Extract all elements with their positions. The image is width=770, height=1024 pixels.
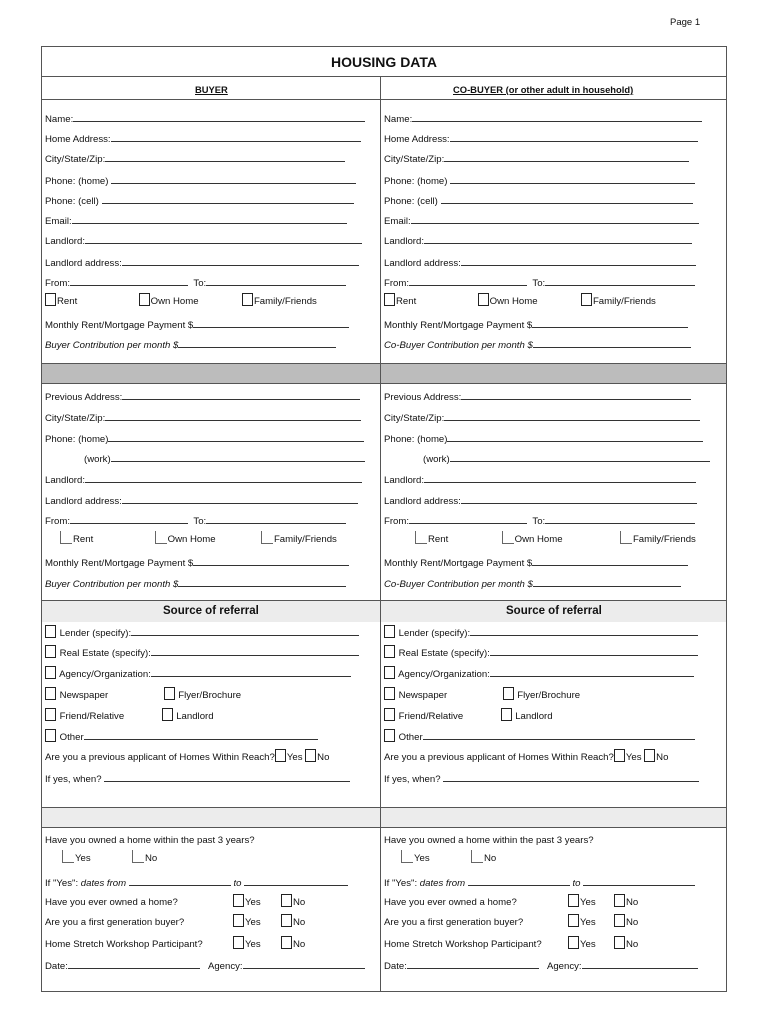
lender-checkbox[interactable] (45, 625, 56, 638)
if-yes-when-field[interactable]: If yes, when? (45, 773, 350, 786)
owned-home-question: Have you owned a home within the past 3 years? (45, 835, 255, 846)
cobuyer-ever-owned-yes-checkbox[interactable] (568, 894, 579, 907)
cobuyer-prev-phone-work-field[interactable]: (work) (423, 453, 710, 466)
cobuyer-city-state-zip-field[interactable]: City/State/Zip: (384, 153, 689, 166)
ever-owned-yes-checkbox[interactable] (233, 894, 244, 907)
from-to-field[interactable]: From: To: (45, 277, 346, 290)
cobuyer-prev-phone-home-field[interactable]: Phone: (home) (384, 433, 703, 446)
cobuyer-own-home-checkbox[interactable] (478, 293, 489, 306)
cobuyer-name-field[interactable]: Name: (384, 113, 702, 126)
phone-home-field[interactable]: Phone: (home) (45, 175, 356, 188)
cobuyer-owned-home-question: Have you owned a home within the past 3 years? (384, 835, 594, 846)
first-gen-no-checkbox[interactable] (281, 914, 292, 927)
cobuyer-prev-contribution-field[interactable]: Co-Buyer Contribution per month $ (384, 578, 681, 591)
cobuyer-monthly-payment-field[interactable]: Monthly Rent/Mortgage Payment $ (384, 319, 688, 332)
own-home-checkbox[interactable] (139, 293, 150, 306)
other-field[interactable]: Other (45, 729, 318, 744)
first-gen-yes-checkbox[interactable] (233, 914, 244, 927)
newspaper-checkbox[interactable] (45, 687, 56, 700)
previous-address-field[interactable]: Previous Address: (45, 391, 360, 404)
previous-applicant-question: Are you a previous applicant of Homes Within Reach? Yes No (45, 749, 329, 764)
housing-type-options: Rent Own Home Family/Friends (45, 293, 375, 308)
cobuyer-agency-organization-field[interactable]: Agency/Organization: (384, 666, 694, 681)
cobuyer-prev-landlord-field[interactable]: Landlord: (384, 474, 696, 487)
prev-landlord-address-field[interactable]: Landlord address: (45, 495, 358, 508)
cobuyer-prev-landlord-address-field[interactable]: Landlord address: (384, 495, 697, 508)
cobuyer-from-to-field[interactable]: From: To: (384, 277, 695, 290)
housing-data-form (41, 46, 727, 992)
agency-checkbox[interactable] (45, 666, 56, 679)
family-friends-checkbox[interactable] (242, 293, 253, 306)
prev-rent-checkbox[interactable] (60, 531, 72, 544)
friend-relative-checkbox[interactable] (45, 708, 56, 721)
cobuyer-owned-yes-checkbox[interactable] (401, 850, 413, 863)
previous-applicant-no-checkbox[interactable] (305, 749, 316, 762)
workshop-yes-checkbox[interactable] (233, 936, 244, 949)
prev-phone-work-field[interactable]: (work) (84, 453, 365, 466)
rent-checkbox[interactable] (45, 293, 56, 306)
cobuyer-workshop-yes-checkbox[interactable] (568, 936, 579, 949)
cobuyer-owned-no-checkbox[interactable] (471, 850, 483, 863)
prev-landlord-field[interactable]: Landlord: (45, 474, 362, 487)
prev-phone-home-field[interactable]: Phone: (home) (45, 433, 364, 446)
cobuyer-email-field[interactable]: Email: (384, 215, 699, 228)
cobuyer-referral-options-row2: Friend/Relative Landlord (384, 708, 714, 723)
cobuyer-referral-title: Source of referral (506, 605, 602, 617)
email-field[interactable]: Email: (45, 215, 347, 228)
workshop-no-checkbox[interactable] (281, 936, 292, 949)
prev-from-to-field[interactable]: From: To: (45, 515, 346, 528)
city-state-zip-field[interactable]: City/State/Zip: (45, 153, 345, 166)
prev-own-home-checkbox[interactable] (155, 531, 167, 544)
cobuyer-flyer-checkbox[interactable] (503, 687, 514, 700)
other-checkbox[interactable] (45, 729, 56, 742)
cobuyer-workshop-row: Home Stretch Workshop Participant? Yes No (384, 936, 714, 951)
cobuyer-real-estate-field[interactable]: Real Estate (specify): (384, 645, 698, 660)
cobuyer-other-field[interactable]: Other (384, 729, 695, 744)
cobuyer-real-estate-checkbox[interactable] (384, 645, 395, 658)
prev-city-state-zip-field[interactable]: City/State/Zip: (45, 412, 361, 425)
cobuyer-ever-owned-no-checkbox[interactable] (614, 894, 625, 907)
agency-organization-field[interactable]: Agency/Organization: (45, 666, 351, 681)
cobuyer-landlord-checkbox[interactable] (501, 708, 512, 721)
cobuyer-phone-home-field[interactable]: Phone: (home) (384, 175, 695, 188)
cobuyer-prev-own-home-checkbox[interactable] (502, 531, 514, 544)
ever-owned-row: Have you ever owned a home? Yes No (45, 894, 375, 909)
cobuyer-housing-type-options: Rent Own Home Family/Friends (384, 293, 714, 308)
cobuyer-workshop-no-checkbox[interactable] (614, 936, 625, 949)
prev-housing-type-options: Rent Own Home Family/Friends (60, 531, 380, 546)
cobuyer-family-friends-checkbox[interactable] (581, 293, 592, 306)
page-number: Page 1 (670, 17, 701, 28)
cobuyer-newspaper-checkbox[interactable] (384, 687, 395, 700)
cobuyer-referral-options-row1: Newspaper Flyer/Brochure (384, 687, 714, 702)
cobuyer-prev-family-friends-checkbox[interactable] (620, 531, 632, 544)
cobuyer-ever-owned-row: Have you ever owned a home? Yes No (384, 894, 714, 909)
cobuyer-previous-applicant-no-checkbox[interactable] (644, 749, 655, 762)
cobuyer-column (381, 47, 719, 993)
cobuyer-agency-checkbox[interactable] (384, 666, 395, 679)
cobuyer-prev-housing-type-options: Rent Own Home Family/Friends (415, 531, 719, 546)
lender-field[interactable]: Lender (specify): (45, 625, 359, 640)
cobuyer-previous-applicant-yes-checkbox[interactable] (614, 749, 625, 762)
cobuyer-first-gen-no-checkbox[interactable] (614, 914, 625, 927)
cobuyer-owned-home-options: Yes No (401, 850, 701, 865)
referral-options-row2: Friend/Relative Landlord (45, 708, 375, 723)
phone-cell-field[interactable]: Phone: (cell) (45, 195, 354, 208)
cobuyer-rent-checkbox[interactable] (384, 293, 395, 306)
flyer-checkbox[interactable] (164, 687, 175, 700)
cobuyer-landlord-field[interactable]: Landlord: (384, 235, 692, 248)
cobuyer-contribution-field[interactable]: Co-Buyer Contribution per month $ (384, 339, 691, 352)
cobuyer-prev-city-state-zip-field[interactable]: City/State/Zip: (384, 412, 700, 425)
cobuyer-home-address-field[interactable]: Home Address: (384, 133, 698, 146)
cobuyer-other-checkbox[interactable] (384, 729, 395, 742)
previous-applicant-yes-checkbox[interactable] (275, 749, 286, 762)
prev-monthly-payment-field[interactable]: Monthly Rent/Mortgage Payment $ (45, 557, 349, 570)
cobuyer-prev-monthly-payment-field[interactable]: Monthly Rent/Mortgage Payment $ (384, 557, 688, 570)
cobuyer-lender-checkbox[interactable] (384, 625, 395, 638)
monthly-payment-field[interactable]: Monthly Rent/Mortgage Payment $ (45, 319, 349, 332)
cobuyer-previous-applicant-question: Are you a previous applicant of Homes Within Reach? Yes No (384, 749, 668, 764)
workshop-row: Home Stretch Workshop Participant? Yes No (45, 936, 375, 951)
cobuyer-date-agency-field[interactable]: Date: Agency: (384, 960, 698, 973)
cobuyer-first-gen-yes-checkbox[interactable] (568, 914, 579, 927)
date-agency-field[interactable]: Date: Agency: (45, 960, 365, 973)
cobuyer-lender-field[interactable]: Lender (specify): (384, 625, 698, 640)
cobuyer-prev-from-to-field[interactable]: From: To: (384, 515, 695, 528)
buyer-column (42, 47, 380, 993)
cobuyer-phone-cell-field[interactable]: Phone: (cell) (384, 195, 693, 208)
cobuyer-header: CO-BUYER (or other adult in household) (453, 84, 634, 95)
cobuyer-dates-from-to-field[interactable]: If "Yes": dates from to (384, 877, 695, 890)
referral-options-row1: Newspaper Flyer/Brochure (45, 687, 375, 702)
dates-from-to-field[interactable]: If "Yes": dates from to (45, 877, 348, 890)
landlord-address-field[interactable]: Landlord address: (45, 257, 359, 270)
ever-owned-no-checkbox[interactable] (281, 894, 292, 907)
prev-buyer-contribution-field[interactable]: Buyer Contribution per month $ (45, 578, 346, 591)
cobuyer-previous-address-field[interactable]: Previous Address: (384, 391, 691, 404)
home-address-field[interactable]: Home Address: (45, 133, 361, 146)
cobuyer-prev-rent-checkbox[interactable] (415, 531, 427, 544)
landlord-checkbox[interactable] (162, 708, 173, 721)
prev-family-friends-checkbox[interactable] (261, 531, 273, 544)
referral-title: Source of referral (163, 605, 259, 617)
cobuyer-landlord-address-field[interactable]: Landlord address: (384, 257, 696, 270)
owned-home-options: Yes No (62, 850, 362, 865)
landlord-field[interactable]: Landlord: (45, 235, 362, 248)
real-estate-checkbox[interactable] (45, 645, 56, 658)
cobuyer-friend-relative-checkbox[interactable] (384, 708, 395, 721)
form-title: HOUSING DATA (42, 47, 726, 77)
owned-no-checkbox[interactable] (132, 850, 144, 863)
real-estate-field[interactable]: Real Estate (specify): (45, 645, 359, 660)
buyer-header: BUYER (195, 84, 228, 95)
first-gen-row: Are you a first generation buyer? Yes No (45, 914, 375, 929)
owned-yes-checkbox[interactable] (62, 850, 74, 863)
cobuyer-if-yes-when-field[interactable]: If yes, when? (384, 773, 699, 786)
buyer-contribution-field[interactable]: Buyer Contribution per month $ (45, 339, 336, 352)
name-field[interactable]: Name: (45, 113, 365, 126)
cobuyer-first-gen-row: Are you a first generation buyer? Yes No (384, 914, 714, 929)
